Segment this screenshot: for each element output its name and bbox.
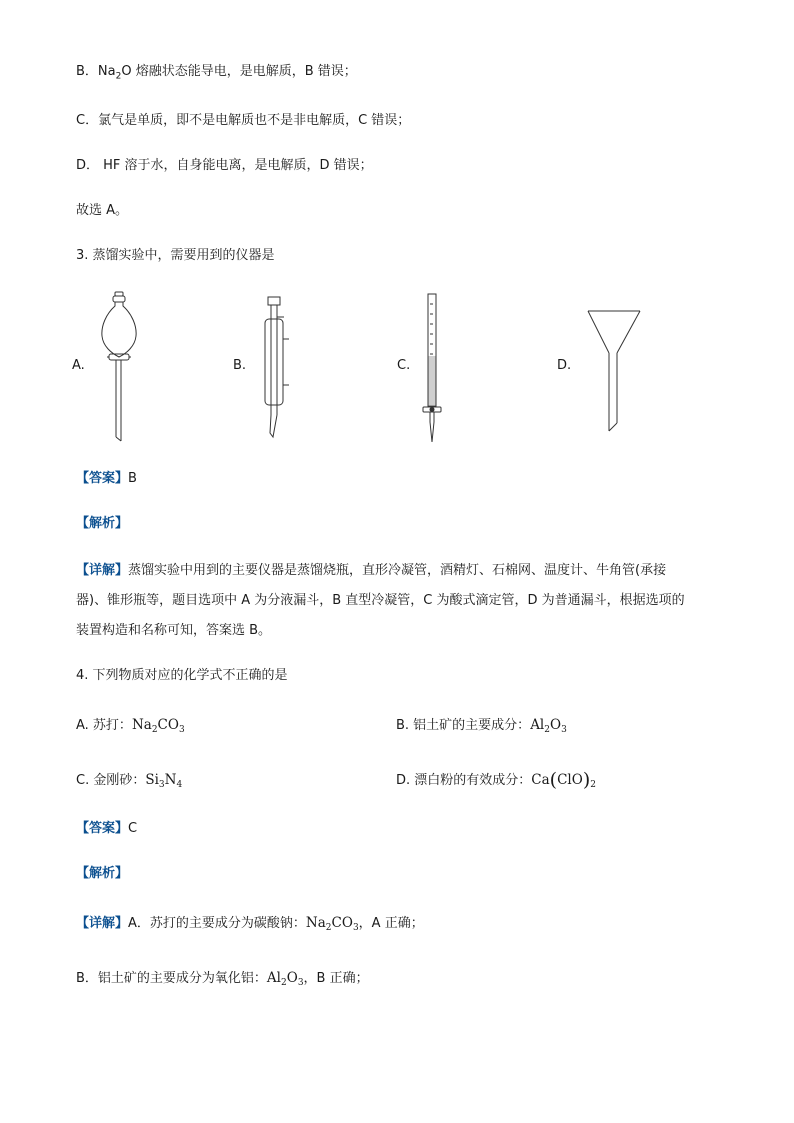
acid-burette-icon xyxy=(420,290,450,445)
formula-na2co3: $Na_2CO_3$ xyxy=(131,717,185,735)
q3-answer xyxy=(76,469,137,489)
q4-detail-a xyxy=(76,913,424,938)
answer-value: C xyxy=(128,821,138,836)
q4-option-a xyxy=(76,715,185,740)
separatory-funnel-icon xyxy=(96,290,146,445)
formula-ca-clo-2: $Ca(ClO)_2$ xyxy=(531,769,596,791)
option-label: D. 漂白粉的有效成分： xyxy=(396,773,532,788)
detail-text: B．铝土矿的主要成分为氧化铝： xyxy=(76,971,267,986)
detail-label: 【详解】 xyxy=(76,563,129,578)
subscript: 2 xyxy=(115,71,122,82)
q3-analysis xyxy=(76,514,128,534)
formula-al2o3: $Al_2O_3$ xyxy=(266,970,304,988)
q4-detail-b xyxy=(76,968,369,993)
detail-text: 蒸馏实验中用到的主要仪器是蒸馏烧瓶，直形冷凝管，酒精灯、石棉网、温度计、牛角管(承接 xyxy=(128,563,667,578)
q4-option-c xyxy=(76,770,182,795)
option-label: A. 苏打： xyxy=(76,718,132,733)
detail-text: ，B 正确； xyxy=(303,971,369,986)
option-label: C. 金刚砂： xyxy=(76,773,146,788)
detail-text: ，A 正确； xyxy=(358,916,424,931)
q3-option-a-label: A. xyxy=(72,358,85,373)
line-d-hf: D． HF 溶于水，自身能电离，是电解质，D 错误； xyxy=(76,158,373,173)
q3-detail-line-2: 器)、锥形瓶等，题目选项中 A 为分液漏斗，B 直型冷凝管，C 为酸式滴定管，D 为普通漏斗，根据选项的 xyxy=(76,593,685,608)
q4-option-b xyxy=(396,715,567,740)
answer-label: 【答案】 xyxy=(76,471,129,486)
text: B．Na xyxy=(76,64,116,79)
q3-detail-line-1 xyxy=(76,561,666,581)
detail-label: 【详解】 xyxy=(76,916,129,931)
q4-stem: 4. 下列物质对应的化学式不正确的是 xyxy=(76,668,288,683)
option-label: B. 铝土矿的主要成分： xyxy=(396,718,531,733)
line-c-cl2: C．氯气是单质，即不是电解质也不是非电解质，C 错误； xyxy=(76,113,411,128)
analysis-label: 【解析】 xyxy=(76,516,129,531)
q4-option-d xyxy=(396,770,596,795)
answer-label: 【答案】 xyxy=(76,821,129,836)
formula-na2co3: $Na_2CO_3$ xyxy=(305,915,359,933)
line-choose-a: 故选 A。 xyxy=(76,203,129,218)
analysis-label: 【解析】 xyxy=(76,866,129,881)
text: O 熔融状态能导电，是电解质，B 错误； xyxy=(121,64,357,79)
answer-value: B xyxy=(128,471,137,486)
line-b-na2o xyxy=(76,62,357,87)
formula-al2o3: $Al_2O_3$ xyxy=(530,717,567,735)
q3-stem: 3. 蒸馏实验中，需要用到的仪器是 xyxy=(76,248,275,263)
q3-option-d-label: D. xyxy=(557,358,572,373)
formula-si3n4: $Si_3N_4$ xyxy=(145,772,183,790)
q3-detail-line-3: 装置构造和名称可知，答案选 B。 xyxy=(76,623,272,638)
q3-option-b-label: B. xyxy=(233,358,247,373)
straight-condenser-icon xyxy=(258,295,298,440)
funnel-icon xyxy=(584,305,644,435)
detail-text: A．苏打的主要成分为碳酸钠： xyxy=(128,916,306,931)
q3-option-c-label: C. xyxy=(397,358,411,373)
q4-analysis xyxy=(76,864,128,884)
q4-answer xyxy=(76,819,137,839)
